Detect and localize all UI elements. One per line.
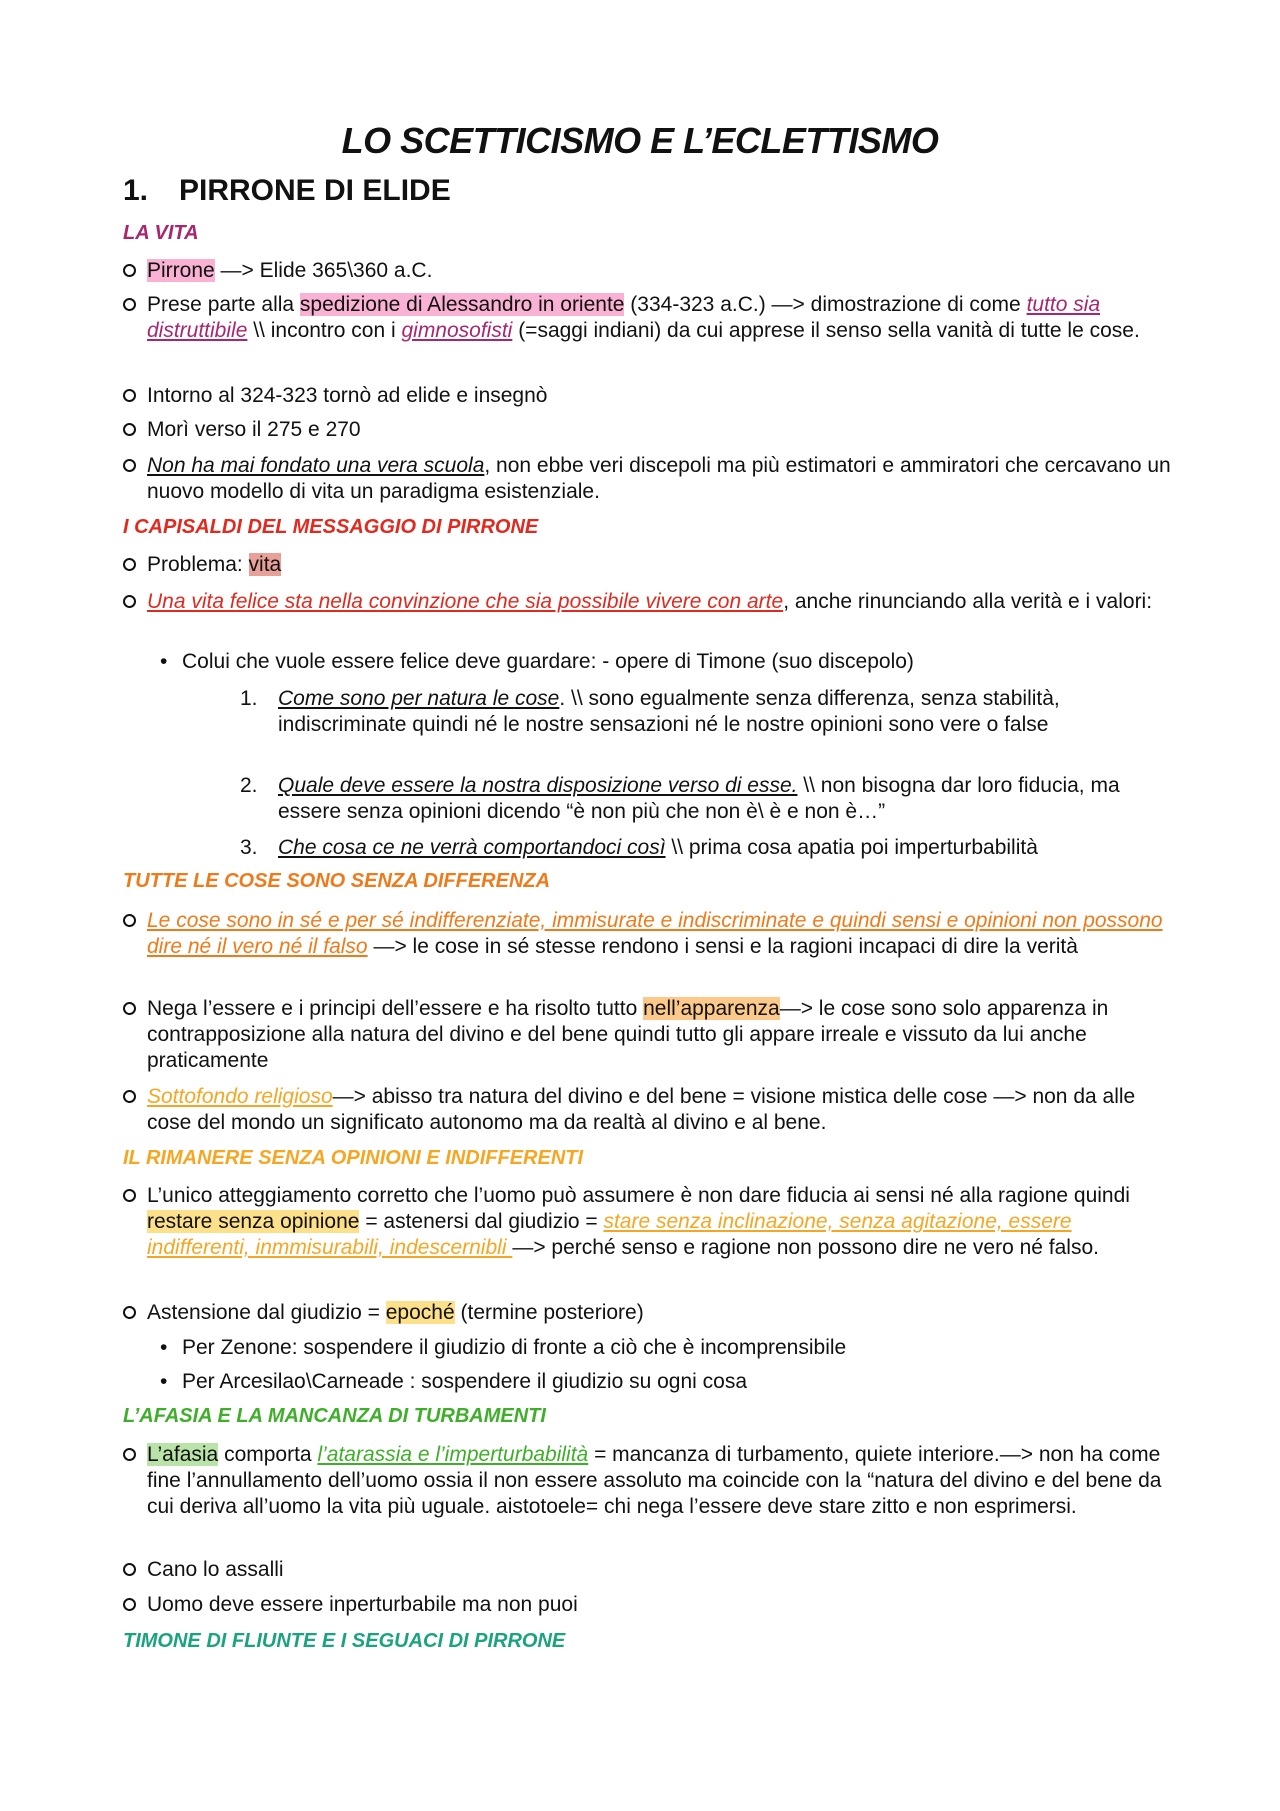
- item-text: , non ebbe veri discepoli ma più estimatori e ammiratori che cercavano un nuovo modello di vita un paradigma esistenziale.: [147, 454, 1171, 503]
- bullet-icon: [123, 1002, 136, 1015]
- underlined-phrase: tutto sia distruttibile: [147, 293, 1101, 342]
- item-text: \\ prima cosa apatia poi imperturbabilità: [665, 836, 1038, 859]
- bullet-icon: [123, 298, 136, 311]
- bullet-icon: [123, 1448, 136, 1461]
- item-text: —> perché senso e ragione non possono dire ne vero né falso.: [512, 1236, 1099, 1259]
- bullet-icon: [123, 595, 136, 608]
- item-text: Problema:: [147, 553, 249, 576]
- item-text: Per Zenone: sospendere il giudizio di fronte a ciò che è incomprensibile: [182, 1336, 847, 1359]
- underlined-phrase: l’atarassia e l’imperturbabilità: [317, 1443, 589, 1466]
- item-text: —> le cose sono solo apparenza in contrapposizione alla natura del divino e del bene quindi tutto gli appare irreale e vissuto da lui anche praticamente: [147, 997, 1109, 1072]
- bullet-dot-icon: •: [160, 650, 168, 673]
- heading-capisaldi: I CAPISALDI DEL MESSAGGIO DI PIRRONE: [123, 516, 539, 538]
- item-text: (=saggi indiani) da cui apprese il senso sella vanità di tutte le cose.: [512, 319, 1140, 342]
- item-text: Per Arcesilao\Carneade : sospendere il giudizio su ogni cosa: [182, 1370, 748, 1393]
- bullet-icon: [123, 389, 136, 402]
- bullet-icon: [123, 1189, 136, 1202]
- item-text: Cano lo assalli: [147, 1558, 284, 1581]
- bullet-icon: [123, 1563, 136, 1576]
- heading-tutte-le-cose: TUTTE LE COSE SONO SENZA DIFFERENZA: [123, 870, 551, 892]
- item-text: Uomo deve essere inperturbabile ma non puoi: [147, 1593, 578, 1616]
- heading-afasia: L’AFASIA E LA MANCANZA DI TURBAMENTI: [123, 1405, 546, 1427]
- underlined-phrase: Come sono per natura le cose: [278, 687, 560, 710]
- bullet-dot-icon: •: [160, 1370, 168, 1393]
- bullet-icon: [123, 423, 136, 436]
- section-title: PIRRONE DI ELIDE: [179, 174, 451, 207]
- heading-timone: TIMONE DI FLIUNTE E I SEGUACI DI PIRRONE: [123, 1630, 566, 1652]
- item-text: \\ non bisogna dar loro fiducia, ma essere senza opinioni dicendo “è non più che non è\ è e non è…”: [278, 774, 1120, 823]
- item-text: = astenersi dal giudizio =: [359, 1210, 604, 1233]
- item-text: —> Elide 365\360 a.C.: [214, 259, 433, 282]
- bullet-icon: [123, 1306, 136, 1319]
- underlined-phrase: Non ha mai fondato una vera scuola: [147, 454, 485, 477]
- item-text: \\ incontro con i: [247, 319, 402, 342]
- item-text: Astensione dal giudizio =: [147, 1301, 386, 1324]
- bullet-icon: [123, 1598, 136, 1611]
- bullet-icon: [123, 1090, 136, 1103]
- item-text: —> abisso tra natura del divino e del bene = visione mistica delle cose —> non da alle cose del mondo un significato autonomo ma da realtà al divino e al bene.: [147, 1085, 1136, 1134]
- item-text: Colui che vuole essere felice deve guardare: - opere di Timone (suo discepolo): [182, 650, 914, 673]
- item-text: (termine posteriore): [454, 1301, 644, 1324]
- item-text: Prese parte alla: [147, 293, 300, 316]
- item-text: —> le cose in sé stesse rendono i sensi e la ragioni incapaci di dire la verità: [367, 935, 1078, 958]
- section-number: 1.: [123, 174, 149, 207]
- item-text: Nega l’essere e i principi dell’essere e ha risolto tutto: [147, 997, 644, 1020]
- highlight: epoché: [385, 1301, 455, 1324]
- item-text: Intorno al 324-323 tornò ad elide e insegnò: [147, 384, 548, 407]
- underlined-phrase: gimnosofisti: [401, 319, 513, 342]
- item-text: , anche rinunciando alla verità e i valori:: [783, 590, 1153, 613]
- bullet-icon: [123, 264, 136, 277]
- highlight: L’afasia: [147, 1443, 219, 1466]
- document-title: LO SCETTICISMO E L’ECLETTISMO: [341, 120, 939, 161]
- item-text: (334-323 a.C.) —> dimostrazione di come: [624, 293, 1027, 316]
- bullet-icon: [123, 459, 136, 472]
- item-text: comporta: [218, 1443, 318, 1466]
- item-text: . \\ sono egualmente senza differenza, senza stabilità, indiscriminate quindi né le nostre sensazioni né le nostre opinioni sono vere o false: [278, 687, 1060, 736]
- item-number: 1.: [240, 687, 258, 710]
- bullet-dot-icon: •: [160, 1336, 168, 1359]
- item-number: 3.: [240, 836, 258, 859]
- underlined-phrase: Quale deve essere la nostra disposizione verso di esse.: [278, 774, 798, 797]
- highlight: Pirrone: [147, 259, 215, 282]
- bullet-icon: [123, 914, 136, 927]
- heading-rimanere: IL RIMANERE SENZA OPINIONI E INDIFFERENTI: [123, 1147, 584, 1169]
- section-heading: [123, 174, 451, 208]
- item-text: Morì verso il 275 e 270: [147, 418, 361, 441]
- highlight: vita: [248, 553, 282, 576]
- underlined-phrase: Che cosa ce ne verrà comportandoci così: [278, 836, 666, 859]
- underlined-phrase: stare senza inclinazione, senza agitazione, essere indifferenti, inmmisurabili, indescernibli: [147, 1210, 1072, 1259]
- highlight: restare senza opinione: [147, 1210, 360, 1233]
- item-text: L’unico atteggiamento corretto che l’uomo può assumere è non dare fiducia ai sensi né alla ragione quindi: [147, 1184, 1130, 1207]
- highlight: nell’apparenza: [643, 997, 780, 1020]
- item-text: = mancanza di turbamento, quiete interiore.—> non ha come fine l’annullamento dell’uomo ossia il non essere assoluto ma coincide con la “natura del divino e del bene da cui deriva all’uomo la vita più uguale. aistotoele= chi nega l’essere deve stare zitto e non esprimersi.: [147, 1443, 1162, 1518]
- underlined-phrase: Le cose sono in sé e per sé indifferenziate, immisurate e indiscriminate e quindi sensi e opinioni non possono dire né il vero né il falso: [147, 909, 1163, 958]
- highlight: spedizione di Alessandro in oriente: [299, 293, 625, 316]
- bullet-icon: [123, 558, 136, 571]
- underlined-phrase: Una vita felice sta nella convinzione che sia possibile vivere con arte: [147, 590, 784, 613]
- heading-la-vita: LA VITA: [123, 222, 199, 244]
- underlined-phrase: Sottofondo religioso: [147, 1085, 333, 1108]
- item-number: 2.: [240, 774, 258, 797]
